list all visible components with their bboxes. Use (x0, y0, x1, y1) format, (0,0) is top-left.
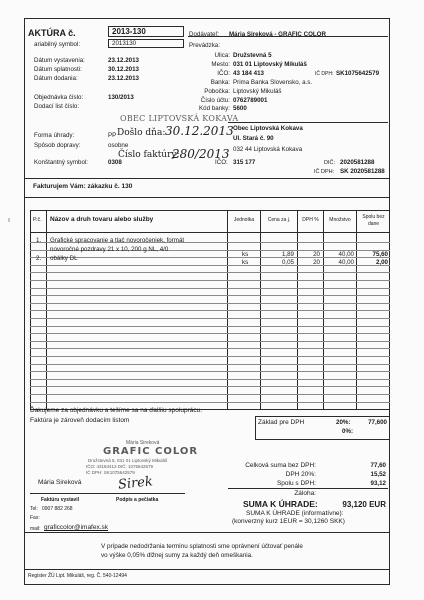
invoice-title: AKTÚRA č. (28, 28, 76, 38)
customer-ico-label: IČO: (215, 159, 228, 166)
mail-label: mail: (30, 526, 41, 532)
pay-value: 93,120 EUR (342, 500, 386, 509)
account-label: Číslo účtu: (200, 97, 230, 104)
row1-total: 75,60 (372, 251, 388, 258)
row1-name2: novoročné pozdravy 21 x 10, 200 g NL, 4/0 (50, 246, 169, 253)
signature-scribble: Sirek (117, 474, 154, 493)
tel-label: Tel: (30, 506, 38, 512)
supplier-branch: Liptovský Mikuláš (233, 88, 282, 95)
row2-price: 0,05 (281, 259, 294, 266)
supplier-icdph-label: IČ DPH: (315, 71, 334, 77)
supplier-ico-label: IČO: (217, 70, 230, 77)
received-date: 30.12.2013 (165, 124, 234, 138)
payment-delivery-label: Spôsob dopravy: (34, 142, 81, 149)
register-text: Register ŽÚ Lipt. Mikuláš, reg. Č. 540-12494 (28, 573, 127, 579)
bank-code-label: Kód banky: (199, 105, 230, 112)
customer-box-top (228, 122, 388, 123)
customer-name: Obec Liptovská Kokava (233, 125, 303, 132)
const-symbol: 0308 (108, 159, 122, 166)
supplier-bank: Prima Banka Slovensko, a.s. (233, 79, 313, 86)
invoice-subject: Fakturujem Vám: zákazku č. 130 (33, 183, 133, 190)
subject-separator (24, 197, 390, 198)
customer-street: Ul. Stará č. 90 (233, 135, 274, 142)
footer-separator (24, 532, 390, 533)
with-vat-label: Spolu s DPH: (276, 480, 316, 487)
vat-value: 15,52 (370, 471, 386, 478)
date-due: 30.12.2013 (108, 66, 139, 73)
row2-total: 2,00 (375, 259, 388, 266)
row2-unit: ks (242, 259, 249, 266)
table-header-bottom (30, 232, 390, 233)
stamp-line0: Mária Sireková (126, 440, 160, 446)
totals-rule (228, 488, 388, 489)
late-note-line1: V prípade nedodržania termínu splatnosti sme oprávnení účtovať penále (101, 543, 303, 550)
pay-label: SUMA K ÚHRADE: (243, 499, 318, 509)
row1-vat: 20 (313, 251, 320, 258)
supplier-city: 031 01 Liptovský Mikuláš (233, 61, 307, 68)
th-pc: P.č. (33, 217, 42, 223)
th-unit: Jednotka (233, 217, 255, 223)
delivery-note-label: Dodací list číslo: (34, 103, 80, 110)
stamp-line2: IČO: 43184413 DIČ: 1075642579 (86, 464, 154, 469)
customer-stamp-heading: OBEC LIPTOVSKÁ KOKAVA (120, 114, 239, 123)
vat-base-label: Základ pre DPH (258, 419, 305, 426)
date-issue: 23.12.2013 (108, 57, 139, 64)
invoice-no-handwritten: 280/2013 (172, 147, 230, 161)
date-issue-label: Dátum vystavenia: (34, 57, 85, 64)
issuer-rule (30, 493, 185, 494)
stamp-line1: Družstevná 5, 031 01 Liptovský Mikuláš (88, 458, 168, 463)
order-no-label: Objednávka číslo: (34, 94, 84, 101)
row2-vat: 20 (313, 259, 320, 266)
prevadzka-label: Prevádzka: (189, 42, 220, 49)
var-symbol-label: ariabilný symbol: (34, 41, 81, 48)
th-vat: DPH % (302, 217, 319, 223)
invoice-number: 2013-130 (112, 27, 146, 36)
info-conversion: (konverzný kurz 1EUR = 30,1260 SKK) (232, 518, 345, 525)
branch-label: Pobočka: (204, 88, 230, 95)
signature-label: Podpis a pečiatka (116, 497, 159, 503)
supplier-name: Mária Sireková - GRAFIC COLOR (229, 31, 326, 38)
street-label: Ulica: (214, 52, 230, 59)
fax-label: Fax: (30, 515, 40, 521)
header-separator (24, 178, 390, 179)
supplier-icdph: SK1075642579 (336, 70, 380, 77)
order-no: 130/2013 (108, 94, 134, 101)
row1-unit: ks (242, 251, 249, 258)
with-vat-value: 93,12 (370, 480, 386, 487)
const-symbol-label: Konštantný symbol: (34, 159, 88, 166)
th-name: Názov a druh tovaru alebo služby (50, 216, 154, 223)
var-symbol: 2013130 (112, 40, 137, 47)
payment-delivery: osobne (108, 142, 129, 149)
issued-by-label: Faktúru vystavil (41, 497, 80, 503)
city-label: Mesto: (211, 61, 230, 68)
row1-name: Grafické spracovanie a tlač novoročeniek, formát (50, 237, 185, 244)
customer-icdph: SK 2020581288 (340, 168, 385, 175)
sum-value: 77,60 (370, 462, 386, 469)
customer-dic-label: DIČ: (324, 160, 335, 166)
row1-qty: 40,00 (338, 251, 354, 258)
supplier-ico: 43 184 413 (233, 70, 264, 77)
vat-rate2: 0%: (342, 428, 354, 435)
date-due-label: Dátum splatnosti: (34, 66, 82, 73)
invoice-no-label: Číslo faktúry: (118, 150, 180, 160)
th-total: Spolu bez dane (362, 214, 385, 227)
register-separator (24, 569, 390, 570)
customer-ico: 315 177 (233, 159, 256, 166)
row2-name: obálky DL (50, 255, 78, 262)
stamp-brand: GRAFIC COLOR (103, 446, 199, 457)
supplier-label: Dodávateľ: (189, 31, 220, 38)
payment-form: PP (108, 132, 117, 139)
supplier-street: Družstevná 5 (233, 52, 272, 59)
vat-rate1: 20%: (336, 419, 351, 426)
margin-mark: ı (8, 217, 10, 224)
date-delivery-label: Dátum dodania: (34, 75, 78, 82)
payment-form-label: Forma úhrady: (34, 132, 75, 139)
customer-dic: 2020581288 (340, 159, 375, 166)
bank-label: Banka: (210, 79, 230, 86)
row2-pc: 2. (36, 255, 42, 262)
issuer-name: Mária Sireková (38, 479, 82, 486)
th-price: Cena za j. (267, 217, 291, 223)
received-label: Došlo dňa: (117, 128, 166, 138)
vat-label: DPH 20%: (285, 471, 316, 478)
late-note-line2: vo výške 0,05% dlžnej sumy za každý deň omeškania. (101, 552, 253, 559)
tel-value: 0907 882 268 (42, 506, 73, 512)
row1-pc: 1. (36, 237, 42, 244)
advance-label: Záloha: (294, 490, 316, 497)
customer-icdph-label: IČ DPH: (314, 169, 335, 175)
customer-city: 032 44 Liptovská Kokava (233, 146, 303, 153)
info-label: SUMA K ÚHRADE (informatívne): (246, 510, 344, 517)
thanks-text: Ďakujeme za objednávku a tešíme sa na ďalšiu spoluprácu. (30, 407, 203, 414)
also-delivery-note: Faktúra je zároveň dodacím listom (30, 417, 130, 424)
mail-link[interactable]: graficcolor@imafex.sk (44, 524, 109, 531)
date-delivery: 23.12.2013 (108, 75, 139, 82)
supplier-bank-code: 5600 (233, 105, 247, 112)
th-qty: Množstvo (329, 217, 351, 223)
stamp-line3: IČ DPH: SK1075642579 (86, 470, 135, 475)
row2-qty: 40,00 (338, 259, 354, 266)
sum-label: Celková suma bez DPH: (245, 462, 316, 469)
supplier-account: 0762789001 (233, 97, 268, 104)
row1-price: 1,89 (281, 251, 294, 258)
vat-base-amount1: 77,600 (368, 419, 387, 426)
